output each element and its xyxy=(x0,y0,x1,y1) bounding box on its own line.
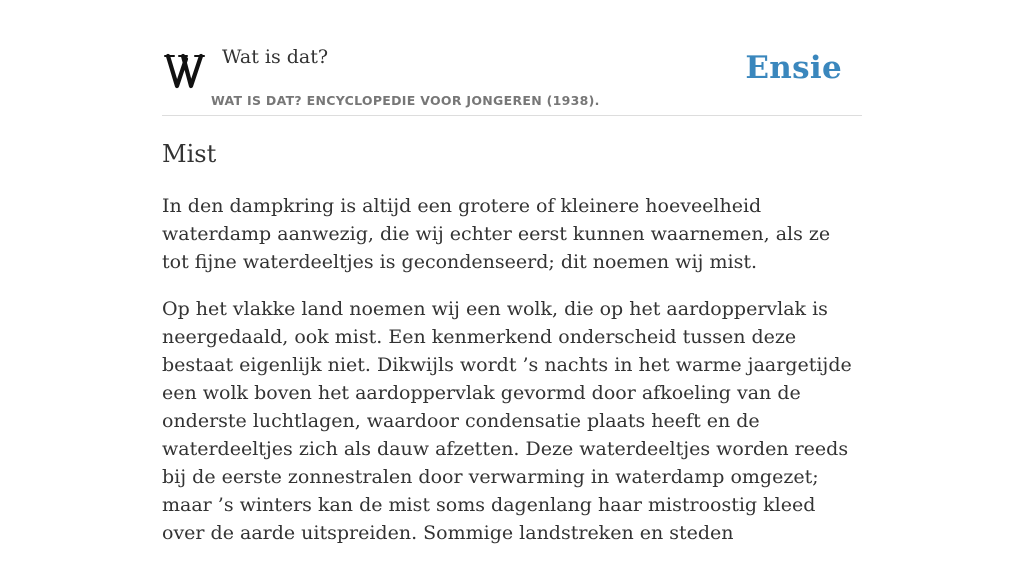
wikipedia-w-icon[interactable] xyxy=(162,50,210,92)
article-paragraph: Op het vlakke land noemen wij een wolk, die op het aardoppervlak is neergedaald, ook mist. Een kenmerkend onderscheid tussen deze bestaat eigenlijk niet. Dikwijls wordt ’s nachts in het warme jaargetijde een wolk boven het aardoppervlak gevormd door afkoeling van de onderste luchtlagen, waardoor condensatie plaats heeft en de waterdeeltjes zich als dauw afzetten. Deze waterdeeltjes worden reeds bij de eerste zonnestralen door verwarming in waterdamp omgezet; maar ’s winters kan de mist soms dagenlang haar mistroostig kleed over de aarde uitspreiden. Sommige landstreken en steden xyxy=(162,298,852,544)
brand-logo[interactable]: Ensie xyxy=(745,50,842,86)
source-title[interactable]: Wat is dat? xyxy=(222,46,329,68)
article-paragraph: In den dampkring is altijd een grotere of kleinere hoeveelheid waterdamp aanwezig, die wij echter eerst kunnen waarnemen, als ze tot fijne waterdeeltjes is gecondenseerd; dit noemen wij mist. xyxy=(162,195,831,273)
wikipedia-w-icon-graphic xyxy=(162,50,210,92)
article-title: Mist xyxy=(162,140,217,168)
article-body xyxy=(162,192,862,566)
source-subtitle: WAT IS DAT? ENCYCLOPEDIE VOOR JONGEREN (1938). xyxy=(211,93,600,108)
header-divider xyxy=(162,115,862,116)
